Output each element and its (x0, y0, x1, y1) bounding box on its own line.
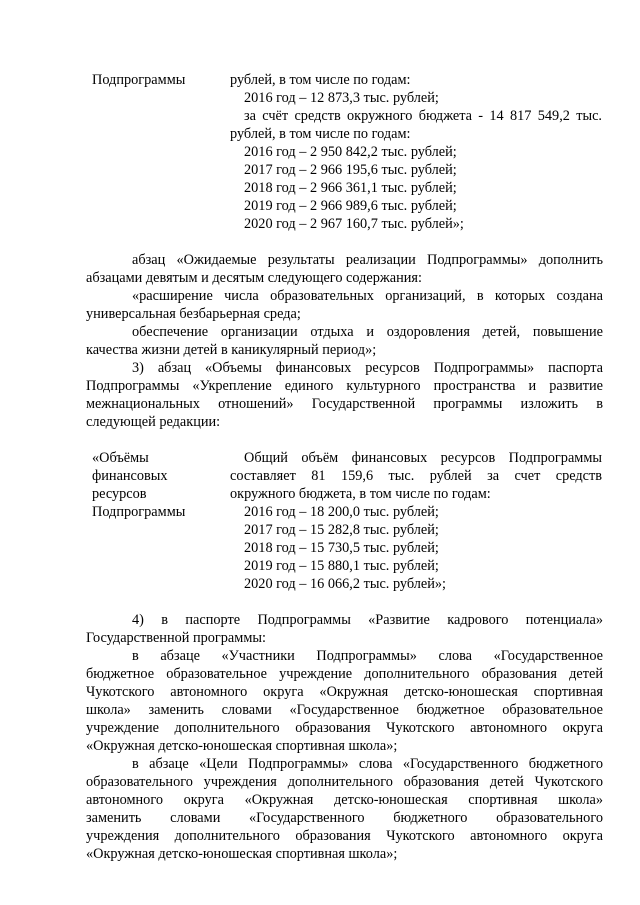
table1-line: 2016 год – 12 873,3 тыс. рублей; (244, 90, 439, 106)
paragraph-line: бюджетное образовательное учреждение дополнительного образования детей (86, 666, 603, 682)
paragraph-line: Государственной программы: (86, 630, 266, 646)
table1-left-label: Подпрограммы (92, 72, 186, 88)
paragraph-line: качества жизни детей в каникулярный период»; (86, 342, 377, 358)
paragraph-line: учреждение дополнительного образования Чукотского автономного округа (86, 720, 603, 736)
paragraph-line: «Окружная детско-юношеская спортивная школа»; (86, 846, 398, 862)
paragraph-line: учреждения дополнительного образования Чукотского автономного округа (86, 828, 603, 844)
table2-left-label: финансовых (92, 468, 168, 484)
table2-line: окружного бюджета, в том числе по годам: (230, 486, 491, 502)
paragraph-line: школа» заменить словами «Государственное бюджетное образовательное (86, 702, 603, 718)
table1-line: 2016 год – 2 950 842,2 тыс. рублей; (244, 144, 457, 160)
table2-line: Общий объём финансовых ресурсов Подпрограммы (244, 450, 602, 466)
paragraph-line: образовательного учреждения дополнительного образования детей Чукотского (86, 774, 603, 790)
table1-line: за счёт средств окружного бюджета - 14 817 549,2 тыс. (244, 108, 602, 124)
paragraph-line: абзац «Ожидаемые результаты реализации Подпрограммы» дополнить (132, 252, 603, 268)
table1-line: 2018 год – 2 966 361,1 тыс. рублей; (244, 180, 457, 196)
table2-left-label: Подпрограммы (92, 504, 186, 520)
paragraph-line: «Окружная детско-юношеская спортивная школа»; (86, 738, 398, 754)
table2-line: 2018 год – 15 730,5 тыс. рублей; (244, 540, 439, 556)
paragraph-line: в абзаце «Участники Подпрограммы» слова «Государственное (132, 648, 603, 664)
paragraph-line: обеспечение организации отдыха и оздоровления детей, повышение (132, 324, 603, 340)
paragraph-line: 3) абзац «Объемы финансовых ресурсов Подпрограммы» паспорта (132, 360, 603, 376)
table2-line: 2019 год – 15 880,1 тыс. рублей; (244, 558, 439, 574)
paragraph-line: межнациональных отношений» Государственной программы изложить в (86, 396, 603, 412)
paragraph-line: универсальная безбарьерная среда; (86, 306, 301, 322)
paragraph-line: в абзаце «Цели Подпрограммы» слова «Государственного бюджетного (132, 756, 603, 772)
paragraph-line: автономного округа «Окружная детско-юношеская спортивная школа» (86, 792, 603, 808)
table2-left-label: «Объёмы (92, 450, 149, 466)
paragraph-line: Подпрограммы «Укрепление единого культурного пространства и развитие (86, 378, 603, 394)
paragraph-line: абзацами девятым и десятым следующего содержания: (86, 270, 422, 286)
paragraph-line: «расширение числа образовательных организаций, в которых создана (132, 288, 603, 304)
paragraph-line: 4) в паспорте Подпрограммы «Развитие кадрового потенциала» (132, 612, 603, 628)
paragraph-line: следующей редакции: (86, 414, 221, 430)
table2-line: 2016 год – 18 200,0 тыс. рублей; (244, 504, 439, 520)
table1-line: рублей, в том числе по годам: (230, 72, 411, 88)
table1-line: 2019 год – 2 966 989,6 тыс. рублей; (244, 198, 457, 214)
table1-line: 2020 год – 2 967 160,7 тыс. рублей»; (244, 216, 464, 232)
paragraph-line: Чукотского автономного округа «Окружная детско-юношеская спортивная (86, 684, 603, 700)
table2-line: 2017 год – 15 282,8 тыс. рублей; (244, 522, 439, 538)
table2-line: составляет 81 159,6 тыс. рублей за счет средств (230, 468, 602, 484)
table2-line: 2020 год – 16 066,2 тыс. рублей»; (244, 576, 447, 592)
paragraph-line: заменить словами «Государственного бюджетного образовательного (86, 810, 603, 826)
table1-line: 2017 год – 2 966 195,6 тыс. рублей; (244, 162, 457, 178)
table1-line: рублей, в том числе по годам: (230, 126, 411, 142)
table2-left-label: ресурсов (92, 486, 147, 502)
